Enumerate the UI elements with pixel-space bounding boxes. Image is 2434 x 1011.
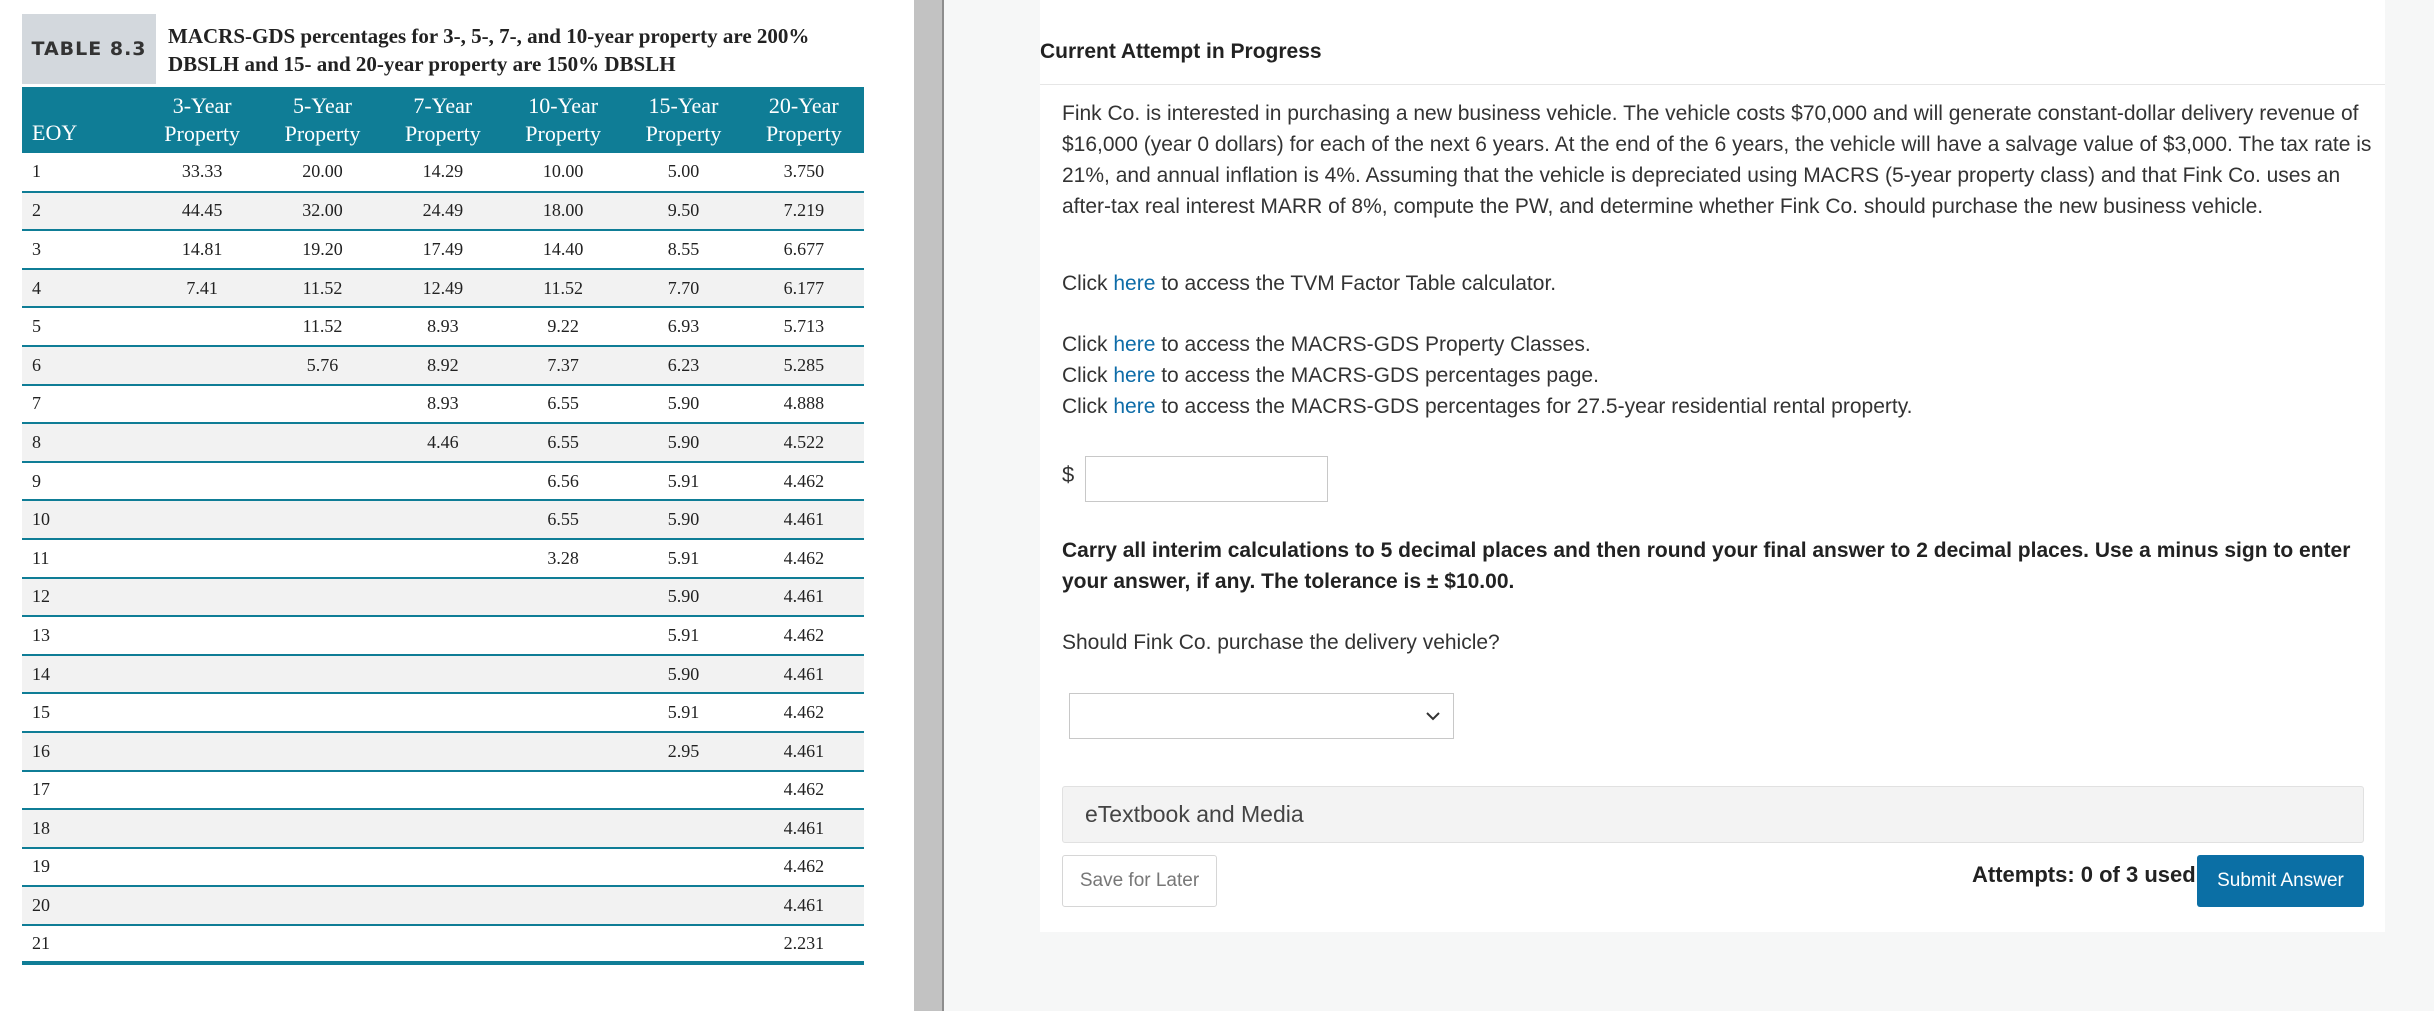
percentage-cell: 6.177 [783,277,825,298]
percentage-cell: 5.91 [667,624,700,645]
percentage-cell [503,616,623,655]
percentage-cell: 5.285 [783,354,825,375]
attempt-title: Current Attempt in Progress [1040,40,1322,63]
rounding-instructions: Carry all interim calculations to 5 decimal places and then round your final answer to 2 decimal places. Use a minus sign to enter your answer, if any. The tolerance is ± $10.00. [1062,539,2351,593]
decision-question: Should Fink Co. purchase the delivery vehicle? [1062,631,1500,654]
percentage-cell [383,693,503,732]
percentage-cell [503,848,623,887]
percentage-cell [142,732,262,771]
attempts-counter: Attempts: 0 of 3 used [1972,862,2196,887]
percentage-cell [623,848,743,887]
table-number-tag: TABLE 8.3 [22,14,156,84]
table-caption: MACRS-GDS percentages for 3-, 5-, 7-, and 10-year property are 200% DBSLH and 15- and 20-year property are 150% DBSLH [168,24,810,76]
percentage-cell: 20.00 [302,161,343,182]
percentage-cell [262,655,382,694]
percentage-cell: 4.462 [783,624,825,645]
percentage-cell: 18.00 [542,200,584,221]
table-row [22,423,864,462]
percentage-cell: 44.45 [181,200,223,221]
percentage-cell: 5.90 [667,393,700,414]
percentage-cell: 6.93 [667,316,700,337]
percentage-cell [503,693,623,732]
percentage-cell [142,925,262,964]
percentage-cell [262,848,382,887]
table-row [22,346,864,385]
eoy-cell: 2 [32,200,41,221]
percentage-cell: 4.461 [783,817,825,838]
percentage-cell: 8.55 [667,238,700,259]
percentage-cell [503,655,623,694]
residential-rental-link[interactable]: here [1113,395,1156,418]
table-row [22,616,864,655]
eoy-cell: 20 [32,895,50,916]
percentage-cell: 5.90 [667,586,700,607]
link-prefix: Click [1062,395,1114,418]
percentage-cell [262,771,382,810]
percentage-cell: 4.461 [783,586,825,607]
percentage-cell [262,578,382,617]
percentage-cell: 14.40 [542,238,584,259]
percentage-cell [383,886,503,925]
link-suffix: to access the MACRS-GDS percentages page. [1155,364,1599,387]
percentage-cell [262,423,382,462]
percentage-cell [142,655,262,694]
percentage-cell: 4.462 [783,702,825,723]
currency-symbol: $ [1062,462,1075,487]
percentage-cell [262,809,382,848]
percentage-cell: 4.462 [783,779,825,800]
column-header-line1: 10-Year [528,93,599,118]
percentage-cell: 14.29 [422,161,464,182]
table-body [22,153,864,963]
percentage-cell: 3.28 [547,547,579,568]
percentage-cell: 7.70 [667,277,700,298]
title-divider [1040,84,2385,85]
percentage-cell: 9.22 [547,316,579,337]
percentage-cell [383,771,503,810]
percentage-cell: 11.52 [543,277,584,298]
percentage-cell: 4.461 [783,895,825,916]
column-header-line1: 3-Year [172,93,232,118]
percentage-cell [142,307,262,346]
percentage-cell: 19.20 [302,238,343,259]
table-row [22,693,864,732]
save-for-later-button[interactable]: Save for Later [1062,855,1217,907]
column-header [744,87,864,153]
percentage-cell: 4.888 [783,393,825,414]
link-suffix: to access the TVM Factor Table calculator. [1155,272,1557,295]
column-header-line2: EOY [32,120,78,145]
question-panel [1040,0,2385,932]
percentage-cell [383,500,503,539]
percentage-cell [383,809,503,848]
percentage-cell: 6.55 [547,393,579,414]
percentage-cell [142,423,262,462]
percentage-cell: 32.00 [302,200,343,221]
question-text: Fink Co. is interested in purchasing a new business vehicle. The vehicle costs $70,000 and will generate constant-dollar delivery revenue of $16,000 (year 0 dollars) for each of the next 6 years. At the end of the 6 years, the vehicle will have a salvage value of $3,000. The tax rate is 21%, and annual inflation is 4%. Assuming that the vehicle is depreciated using MACRS (5-year property class) and that Fink Co. uses an after-tax real interest MARR of 8%, compute the PW, and determine whether Fink Co. should purchase the new business vehicle. [1062,102,2372,218]
column-header-line2: Property [164,121,241,146]
percentage-cell [503,925,623,964]
column-header-line1: 15-Year [648,93,719,118]
column-header-line1: 5-Year [293,93,352,118]
eoy-cell: 4 [32,277,41,298]
eoy-cell: 13 [32,624,50,645]
eoy-cell: 3 [32,238,41,259]
table-row [22,925,864,964]
purchase-decision-dropdown[interactable] [1069,693,1454,739]
eoy-cell: 11 [32,547,50,568]
percentage-cell [262,385,382,424]
percentage-cell: 4.462 [783,470,825,491]
column-header [503,87,623,153]
percentage-cell: 5.91 [667,470,700,491]
percentage-cell: 9.50 [667,200,700,221]
percentage-cell [503,578,623,617]
percentage-cell: 5.90 [667,431,700,452]
percentage-cell: 4.461 [783,740,825,761]
eoy-cell: 6 [32,354,41,375]
macrs-table-pane [0,0,912,1011]
link-prefix: Click [1062,364,1114,387]
percentage-cell: 10.00 [542,161,584,182]
percentage-cell: 11.52 [302,316,343,337]
table-row [22,886,864,925]
table-row [22,192,864,231]
percentage-cell: 8.93 [427,316,459,337]
percentage-cell: 4.46 [427,431,459,452]
eoy-cell: 9 [32,470,41,491]
link-suffix: to access the MACRS-GDS Property Classes. [1155,333,1591,356]
percentage-cell: 5.91 [667,547,700,568]
percentage-cell [383,732,503,771]
percentage-cell: 7.219 [783,200,825,221]
column-header-line2: Property [645,121,722,146]
percentage-cell [262,539,382,578]
column-header-line2: Property [525,121,602,146]
eoy-cell: 8 [32,431,41,452]
percentage-cell [503,886,623,925]
percentages-page-link[interactable]: here [1113,364,1156,387]
percentage-cell [383,616,503,655]
percentage-cell: 17.49 [422,238,464,259]
property-classes-link[interactable]: here [1113,333,1156,356]
pw-answer-input[interactable] [1085,456,1328,502]
eoy-cell: 21 [32,933,50,954]
percentage-cell: 14.81 [181,238,223,259]
column-header [142,87,262,153]
percentage-cell [142,539,262,578]
eoy-cell: 10 [32,509,50,530]
percentage-cell: 5.90 [667,509,700,530]
percentage-cell [142,693,262,732]
percentage-cell: 4.462 [783,547,825,568]
link-prefix: Click [1062,272,1114,295]
eoy-cell: 14 [32,663,50,684]
table-row [22,809,864,848]
percentage-cell: 2.231 [783,933,825,954]
column-header-line2: Property [765,121,842,146]
percentage-cell [383,578,503,617]
percentage-cell: 4.462 [783,856,825,877]
percentage-cell [503,771,623,810]
tvm-table-link[interactable]: here [1113,272,1156,295]
column-header-line1: 7-Year [413,93,473,118]
percentage-cell [142,385,262,424]
table-row [22,539,864,578]
submit-answer-button[interactable]: Submit Answer [2197,855,2364,907]
macrs-gds-table [22,87,864,965]
percentage-cell [142,578,262,617]
pane-splitter[interactable] [914,0,942,1011]
tvm-link-line [1062,268,1556,299]
percentage-cell [142,809,262,848]
percentage-cell [142,346,262,385]
percentage-cell [623,771,743,810]
table-row [22,462,864,501]
table-row [22,269,864,308]
column-header [383,87,503,153]
percentage-cell: 5.00 [667,161,700,182]
percentage-cell: 8.92 [427,354,459,375]
percentage-cell [383,848,503,887]
percentage-cell [383,462,503,501]
percentage-cell [262,500,382,539]
chevron-down-icon [1423,706,1443,726]
percentage-cell [262,732,382,771]
table-row [22,578,864,617]
percentage-cell: 3.750 [783,161,825,182]
eoy-cell: 1 [32,161,41,182]
table-header [22,14,864,84]
percentage-cell [142,616,262,655]
etextbook-and-media-toggle[interactable]: eTextbook and Media [1062,786,2364,843]
table-row [22,385,864,424]
percentage-cell [623,809,743,848]
table-row [22,153,864,192]
percentage-cell: 2.95 [667,740,700,761]
percentage-cell: 6.56 [547,470,579,491]
column-header-eoy [22,87,142,153]
table-row [22,307,864,346]
eoy-cell: 19 [32,856,50,877]
eoy-cell: 15 [32,702,50,723]
eoy-cell: 12 [32,586,50,607]
percentage-cell [262,693,382,732]
table-row [22,655,864,694]
percentage-cell [262,886,382,925]
percentage-cell: 6.677 [783,238,825,259]
percentage-cell [142,886,262,925]
percentage-cell: 4.522 [783,431,825,452]
eoy-cell: 17 [32,779,50,800]
table-row [22,500,864,539]
eoy-cell: 18 [32,817,50,838]
percentage-cell [142,500,262,539]
percentage-cell: 5.90 [667,663,700,684]
percentage-cell [623,925,743,964]
percentage-cell: 4.461 [783,509,825,530]
percentage-cell: 5.76 [306,354,339,375]
residential-link-line [1062,391,1913,422]
percentage-cell: 33.33 [181,161,223,182]
percentage-cell: 11.52 [302,277,343,298]
percentage-cell [383,539,503,578]
table-header-row [22,87,864,153]
percentage-cell: 24.49 [422,200,464,221]
percentage-cell: 6.55 [547,431,579,452]
percentage-cell [262,462,382,501]
link-suffix: to access the MACRS-GDS percentages for 27.5-year residential rental property. [1155,395,1913,418]
percentage-cell [142,462,262,501]
percentage-cell: 7.41 [186,277,218,298]
property-classes-link-line [1062,329,1591,360]
percentage-cell [262,925,382,964]
eoy-cell: 5 [32,316,41,337]
column-header [262,87,382,153]
table-row [22,230,864,269]
column-header [623,87,743,153]
percentage-cell [383,925,503,964]
column-header-line2: Property [404,121,481,146]
percentage-cell: 12.49 [422,277,464,298]
percentages-link-line [1062,360,1599,391]
percentage-cell: 4.461 [783,663,825,684]
percentage-cell: 8.93 [427,393,459,414]
percentage-cell [503,732,623,771]
eoy-cell: 16 [32,740,50,761]
percentage-cell: 6.55 [547,509,579,530]
percentage-cell [262,616,382,655]
percentage-cell: 6.23 [667,354,700,375]
link-prefix: Click [1062,333,1114,356]
table-row [22,732,864,771]
column-header-line1: 20-Year [768,93,839,118]
percentage-cell: 5.713 [783,316,825,337]
table-row [22,848,864,887]
percentage-cell [383,655,503,694]
eoy-cell: 7 [32,393,41,414]
column-header-line2: Property [284,121,361,146]
percentage-cell [142,771,262,810]
percentage-cell: 5.91 [667,702,700,723]
percentage-cell [623,886,743,925]
percentage-cell [142,848,262,887]
percentage-cell [503,809,623,848]
percentage-cell: 7.37 [547,354,579,375]
table-row [22,771,864,810]
